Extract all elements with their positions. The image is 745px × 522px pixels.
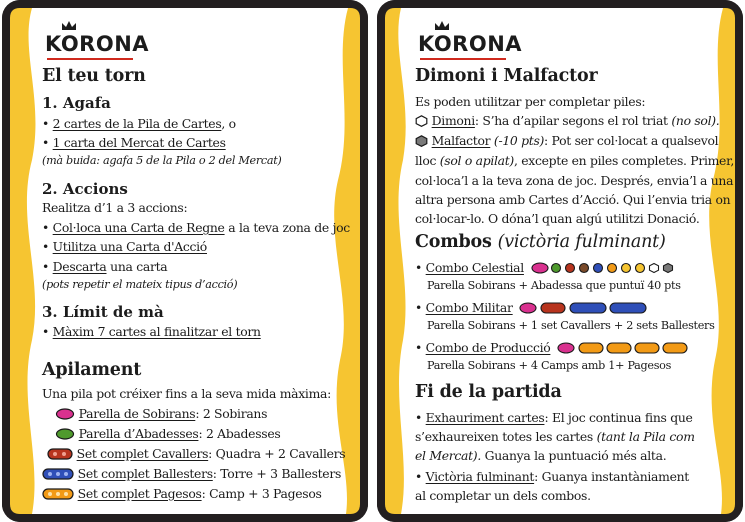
malefactor-line-3: col·loca’l a la teva zona de joc. Després, envia’l a una [415, 173, 734, 188]
combo-military-desc: Parella Sobirans + 1 set Cavallers + 2 sets Ballesters [427, 319, 715, 332]
action-discard: • Descarta una carta [42, 259, 168, 274]
action-use-label: Utilitza una Carta d'Acció [52, 239, 207, 254]
stack-row-sovereigns [55, 404, 267, 424]
exhaustion-rest: : El joc continua fins que [544, 410, 693, 425]
end-instant-victory: • Victòria fulminant: Guanya instantàniament [415, 469, 689, 484]
crossbowman-set-icon [42, 468, 74, 480]
stack-label: Set complet Pagesos [77, 486, 202, 501]
stack-label: Parella d’Abadesses [78, 426, 199, 441]
logo-text: KORONA [418, 32, 523, 56]
jokers-intro: Es poden utilitzar per completar piles: [415, 94, 646, 109]
combo-celestial-desc: Parella Sobirans + Abadessa que puntuï 40 pts [427, 279, 681, 292]
hand-limit-text: Màxim 7 cartes al finalitzar el torn [52, 324, 261, 339]
malefactor-line-2 [415, 151, 734, 171]
text: Guanya la puntuació més alta. [480, 448, 667, 463]
celestial-combo-icons [531, 262, 679, 274]
text: lloc [415, 153, 440, 168]
knight-set-icon [47, 448, 73, 460]
turn-reference-card [2, 0, 368, 522]
empty-hand-note: (mà buida: agafa 5 de la Pila o 2 del Mercat) [42, 154, 282, 167]
stacking-intro: Una pila pot créixer fins a la seva mida màxima: [42, 386, 332, 401]
malefactor-points: (-10 pts) [490, 133, 545, 148]
demon-rule [415, 111, 719, 131]
stack-row-knights [47, 444, 345, 464]
logo-underline [47, 58, 133, 60]
instant-victory-rest: : Guanya instantàniament [534, 469, 689, 484]
card-title: Dimoni i Malfactor [415, 66, 598, 86]
end-exhaustion-line-3 [415, 446, 666, 466]
stack-rest: : Torre + 3 Ballesters [212, 466, 342, 481]
stack-row-abbesses [55, 424, 280, 444]
text: s’exhaureixen totes les cartes [415, 429, 597, 444]
stack-rest: : 2 Sobirans [195, 406, 268, 421]
stack-label: Set complet Ballesters [77, 466, 213, 481]
crown-icon [434, 21, 450, 31]
end-instant-victory-line-2: al completar un dels combos. [415, 488, 591, 503]
sovereign-chip-icon [55, 408, 75, 420]
combo-label: Combo Celestial [425, 260, 524, 275]
combo-production-desc: Parella Sobirans + 4 Camps amb 1+ Pagesos [427, 359, 672, 372]
malefactor-line-5: col·locar-lo. O dóna’l quan algú utilitzi Donació. [415, 211, 700, 226]
peasant-set-icon [42, 488, 74, 500]
step-take-heading: 1. Agafa [42, 94, 111, 112]
special-rules-card [377, 0, 743, 522]
stack-label: Set complet Cavallers [76, 446, 209, 461]
combo-military: • Combo Militar [415, 298, 649, 318]
end-exhaustion-line-2 [415, 427, 695, 447]
instant-victory-label: Victòria fulminant [425, 469, 535, 484]
take-option-market: • 1 carta del Mercat de Cartes [42, 135, 226, 150]
combos-title [415, 232, 666, 252]
abbess-chip-icon [55, 428, 75, 440]
action-place-rest: a la teva zona de joc [224, 220, 350, 235]
military-combo-icons [519, 302, 649, 314]
action-use-card: • Utilitza una Carta d'Acció [42, 239, 207, 254]
stack-label: Parella de Sobirans [78, 406, 196, 421]
demon-note: (no sol). [671, 113, 720, 128]
combos-subtitle: (victòria fulminant) [497, 232, 666, 252]
action-place-card: • Col·loca una Carta de Regne a la teva zona de joc [42, 220, 350, 235]
demon-hex-icon [415, 115, 428, 127]
stack-rest: : Camp + 3 Pagesos [201, 486, 322, 501]
demon-rest: : S’ha d’apilar segons el rol triat [474, 113, 672, 128]
stack-rest: : Quadra + 2 Cavallers [208, 446, 346, 461]
step-hand-limit-heading: 3. Límit de mà [42, 303, 164, 321]
step-actions-heading: 2. Accions [42, 180, 128, 198]
actions-note: (pots repetir el mateix tipus d’acció) [42, 278, 238, 291]
stack-row-crossbowmen [42, 464, 341, 484]
production-combo-icons [557, 342, 697, 354]
malefactor-label: Malfactor [431, 133, 491, 148]
logo-underline [420, 58, 506, 60]
logo-text: KORONA [45, 32, 150, 56]
combo-production: • Combo de Producció [415, 338, 697, 358]
combo-celestial: • Combo Celestial [415, 258, 679, 278]
text: , excepte en piles completes. Primer, [513, 153, 734, 168]
combo-label: Combo Militar [425, 300, 513, 315]
combo-label: Combo de Producció [425, 340, 551, 355]
stack-row-peasants [42, 484, 322, 504]
take-pile-rest: , o [221, 116, 236, 131]
malefactor-rest: : Pot ser col·locat a qualsevol [544, 133, 719, 148]
game-end-title: Fi de la partida [415, 382, 562, 402]
exhaustion-label: Exhauriment cartes [425, 410, 545, 425]
crown-icon [61, 21, 77, 31]
action-discard-rest: una carta [106, 259, 168, 274]
korona-logo [418, 22, 715, 58]
combos-title-text: Combos [415, 232, 492, 252]
take-market-label: 1 carta del Mercat de Cartes [52, 135, 226, 150]
action-place-label: Col·loca una Carta de Regne [52, 220, 225, 235]
malefactor-rule [415, 131, 718, 151]
take-pile-label: 2 cartes de la Pila de Cartes [52, 116, 222, 131]
end-exhaustion: • Exhauriment cartes: El joc continua fins que [415, 410, 693, 425]
text-italic: (sol o apilat) [439, 153, 514, 168]
text-italic: (tant la Pila com [596, 429, 695, 444]
demon-label: Dimoni [431, 113, 475, 128]
malefactor-line-4: altra persona amb Cartes d’Acció. Qui l’envia tria on [415, 192, 731, 207]
take-option-pile: • 2 cartes de la Pila de Cartes, o [42, 116, 236, 131]
stack-rest: : 2 Abadesses [198, 426, 281, 441]
korona-logo [45, 22, 342, 58]
action-discard-label: Descarta [52, 259, 107, 274]
actions-intro: Realitza d’1 a 3 accions: [42, 200, 188, 215]
text-italic: el Mercat). [415, 448, 481, 463]
card-title: El teu torn [42, 66, 146, 86]
malefactor-hex-icon [415, 135, 428, 147]
hand-limit-line: • Màxim 7 cartes al finalitzar el torn [42, 324, 261, 339]
stacking-title: Apilament [42, 360, 142, 380]
